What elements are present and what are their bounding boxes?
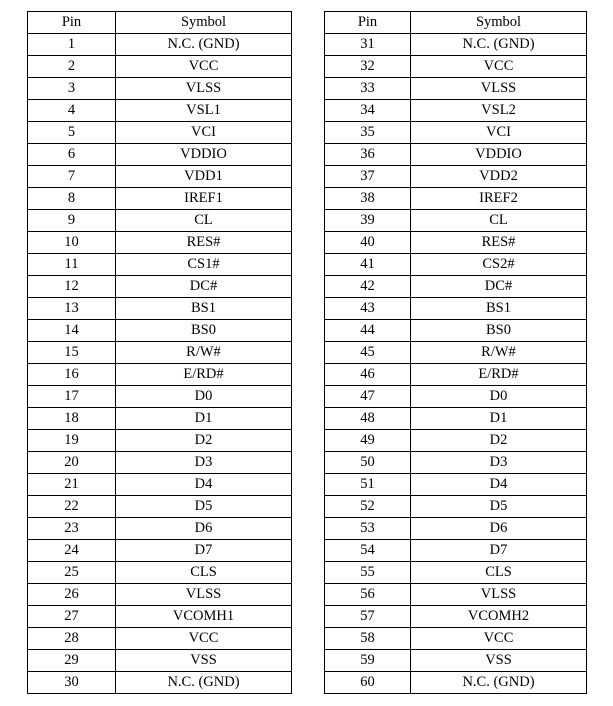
pin-symbol-cell: D3 <box>116 452 292 474</box>
table-row <box>28 408 292 430</box>
pin-symbol-cell: D7 <box>411 540 587 562</box>
table-row <box>325 408 587 430</box>
table-row <box>28 518 292 540</box>
pin-number-cell: 22 <box>28 496 116 518</box>
pin-symbol-cell: VLSS <box>411 584 587 606</box>
pin-symbol-cell: D0 <box>116 386 292 408</box>
pin-symbol-cell: E/RD# <box>116 364 292 386</box>
pin-symbol-cell: BS0 <box>116 320 292 342</box>
pin-number-cell: 7 <box>28 166 116 188</box>
table-row <box>325 276 587 298</box>
table-row <box>325 606 587 628</box>
pin-symbol-cell: D4 <box>116 474 292 496</box>
pin-symbol-cell: VDD2 <box>411 166 587 188</box>
pin-symbol-cell: N.C. (GND) <box>116 34 292 56</box>
pin-symbol-cell: D3 <box>411 452 587 474</box>
pin-symbol-cell: VCC <box>116 628 292 650</box>
pin-symbol-cell: VSL2 <box>411 100 587 122</box>
pin-symbol-cell: VCC <box>411 628 587 650</box>
pin-symbol-cell: CL <box>411 210 587 232</box>
pin-number-cell: 42 <box>325 276 411 298</box>
pin-number-cell: 48 <box>325 408 411 430</box>
pin-number-cell: 17 <box>28 386 116 408</box>
pin-number-cell: 25 <box>28 562 116 584</box>
table-row <box>28 210 292 232</box>
table-row <box>325 298 587 320</box>
pin-table-right-body <box>325 34 587 694</box>
table-row <box>28 628 292 650</box>
pin-symbol-cell: BS1 <box>116 298 292 320</box>
table-row <box>325 562 587 584</box>
pin-symbol-cell: VDDIO <box>411 144 587 166</box>
pin-number-cell: 58 <box>325 628 411 650</box>
pin-symbol-cell: VDDIO <box>116 144 292 166</box>
pin-number-cell: 47 <box>325 386 411 408</box>
pin-symbol-cell: VSS <box>116 650 292 672</box>
table-row <box>28 232 292 254</box>
table-row <box>325 496 587 518</box>
pin-symbol-cell: CLS <box>116 562 292 584</box>
table-row <box>325 342 587 364</box>
pin-number-cell: 38 <box>325 188 411 210</box>
pin-number-cell: 21 <box>28 474 116 496</box>
pin-symbol-cell: N.C. (GND) <box>411 672 587 694</box>
table-row <box>28 342 292 364</box>
pin-symbol-cell: DC# <box>411 276 587 298</box>
table-row <box>325 672 587 694</box>
table-row <box>28 650 292 672</box>
pin-table-left <box>27 11 292 694</box>
table-row <box>28 364 292 386</box>
table-row <box>28 254 292 276</box>
pin-symbol-cell: RES# <box>411 232 587 254</box>
pin-symbol-cell: VSS <box>411 650 587 672</box>
pin-symbol-cell: D2 <box>411 430 587 452</box>
pin-number-cell: 57 <box>325 606 411 628</box>
pin-number-cell: 37 <box>325 166 411 188</box>
pin-number-cell: 28 <box>28 628 116 650</box>
pin-number-cell: 23 <box>28 518 116 540</box>
pin-number-cell: 24 <box>28 540 116 562</box>
pin-number-cell: 26 <box>28 584 116 606</box>
pin-symbol-cell: VSL1 <box>116 100 292 122</box>
pin-number-cell: 36 <box>325 144 411 166</box>
table-row <box>325 188 587 210</box>
pin-symbol-cell: N.C. (GND) <box>116 672 292 694</box>
pin-number-cell: 49 <box>325 430 411 452</box>
table-row <box>28 474 292 496</box>
table-row <box>28 430 292 452</box>
table-row <box>28 298 292 320</box>
pin-table-left-body <box>28 34 292 694</box>
pin-symbol-cell: BS1 <box>411 298 587 320</box>
pin-symbol-cell: N.C. (GND) <box>411 34 587 56</box>
symbol-column-header: Symbol <box>116 12 292 34</box>
table-row <box>28 144 292 166</box>
pin-symbol-cell: D5 <box>411 496 587 518</box>
pin-symbol-cell: E/RD# <box>411 364 587 386</box>
pin-table-right <box>324 11 587 694</box>
table-row <box>325 650 587 672</box>
pin-number-cell: 10 <box>28 232 116 254</box>
pin-number-cell: 41 <box>325 254 411 276</box>
table-row <box>325 518 587 540</box>
pin-number-cell: 59 <box>325 650 411 672</box>
table-row <box>325 254 587 276</box>
pin-number-cell: 34 <box>325 100 411 122</box>
pin-number-cell: 8 <box>28 188 116 210</box>
table-row <box>325 210 587 232</box>
pin-number-cell: 43 <box>325 298 411 320</box>
pin-symbol-cell: R/W# <box>116 342 292 364</box>
pin-number-cell: 45 <box>325 342 411 364</box>
pin-symbol-cell: VLSS <box>116 78 292 100</box>
pin-column-header: Pin <box>28 12 116 34</box>
pin-column-header: Pin <box>325 12 411 34</box>
pin-number-cell: 35 <box>325 122 411 144</box>
pin-number-cell: 52 <box>325 496 411 518</box>
pin-number-cell: 51 <box>325 474 411 496</box>
pin-symbol-cell: BS0 <box>411 320 587 342</box>
table-row <box>28 320 292 342</box>
pin-number-cell: 40 <box>325 232 411 254</box>
pin-number-cell: 39 <box>325 210 411 232</box>
table-header-row <box>325 12 587 34</box>
table-row <box>28 452 292 474</box>
pin-number-cell: 54 <box>325 540 411 562</box>
table-row <box>28 122 292 144</box>
table-row <box>325 386 587 408</box>
pin-symbol-cell: VCOMH2 <box>411 606 587 628</box>
table-row <box>28 100 292 122</box>
pin-number-cell: 29 <box>28 650 116 672</box>
table-row <box>325 452 587 474</box>
pin-number-cell: 19 <box>28 430 116 452</box>
pin-symbol-cell: VLSS <box>116 584 292 606</box>
table-row <box>325 144 587 166</box>
pin-symbol-cell: CLS <box>411 562 587 584</box>
pin-number-cell: 55 <box>325 562 411 584</box>
pin-number-cell: 12 <box>28 276 116 298</box>
pin-number-cell: 60 <box>325 672 411 694</box>
pin-number-cell: 27 <box>28 606 116 628</box>
pin-number-cell: 33 <box>325 78 411 100</box>
pin-number-cell: 32 <box>325 56 411 78</box>
table-row <box>28 78 292 100</box>
pin-symbol-cell: CL <box>116 210 292 232</box>
pin-symbol-cell: VCC <box>411 56 587 78</box>
pin-symbol-cell: D6 <box>411 518 587 540</box>
table-row <box>28 584 292 606</box>
pin-number-cell: 16 <box>28 364 116 386</box>
pin-symbol-cell: D4 <box>411 474 587 496</box>
pin-number-cell: 46 <box>325 364 411 386</box>
pin-number-cell: 20 <box>28 452 116 474</box>
pin-symbol-cell: D1 <box>116 408 292 430</box>
table-row <box>325 232 587 254</box>
table-row <box>325 430 587 452</box>
table-row <box>28 606 292 628</box>
table-row <box>28 540 292 562</box>
table-row <box>325 584 587 606</box>
pin-symbol-cell: D2 <box>116 430 292 452</box>
pin-number-cell: 18 <box>28 408 116 430</box>
pin-number-cell: 4 <box>28 100 116 122</box>
pin-symbol-cell: R/W# <box>411 342 587 364</box>
table-row <box>325 166 587 188</box>
table-row <box>325 34 587 56</box>
pin-symbol-cell: VCI <box>411 122 587 144</box>
table-row <box>28 386 292 408</box>
pin-number-cell: 1 <box>28 34 116 56</box>
pin-number-cell: 44 <box>325 320 411 342</box>
pin-symbol-cell: D5 <box>116 496 292 518</box>
pin-number-cell: 3 <box>28 78 116 100</box>
table-row <box>28 496 292 518</box>
pin-number-cell: 53 <box>325 518 411 540</box>
table-row <box>325 540 587 562</box>
pin-number-cell: 15 <box>28 342 116 364</box>
table-row <box>28 34 292 56</box>
table-row <box>28 276 292 298</box>
pin-number-cell: 50 <box>325 452 411 474</box>
table-row <box>28 562 292 584</box>
pin-symbol-cell: IREF2 <box>411 188 587 210</box>
table-row <box>28 56 292 78</box>
table-row <box>28 672 292 694</box>
pin-number-cell: 6 <box>28 144 116 166</box>
table-row <box>325 56 587 78</box>
table-row <box>325 628 587 650</box>
pin-symbol-cell: CS1# <box>116 254 292 276</box>
pin-symbol-cell: VLSS <box>411 78 587 100</box>
table-row <box>325 78 587 100</box>
pin-number-cell: 30 <box>28 672 116 694</box>
pin-symbol-cell: RES# <box>116 232 292 254</box>
symbol-column-header: Symbol <box>411 12 587 34</box>
pin-symbol-cell: D7 <box>116 540 292 562</box>
pin-symbol-cell: VCOMH1 <box>116 606 292 628</box>
table-row <box>28 166 292 188</box>
table-row <box>325 100 587 122</box>
pin-number-cell: 11 <box>28 254 116 276</box>
pin-symbol-cell: CS2# <box>411 254 587 276</box>
pin-symbol-cell: VCI <box>116 122 292 144</box>
pin-symbol-cell: VDD1 <box>116 166 292 188</box>
pin-number-cell: 9 <box>28 210 116 232</box>
table-row <box>325 364 587 386</box>
pin-symbol-cell: D6 <box>116 518 292 540</box>
pin-symbol-cell: VCC <box>116 56 292 78</box>
pin-number-cell: 14 <box>28 320 116 342</box>
table-row <box>28 188 292 210</box>
pin-number-cell: 56 <box>325 584 411 606</box>
pin-number-cell: 13 <box>28 298 116 320</box>
pin-number-cell: 5 <box>28 122 116 144</box>
pin-number-cell: 31 <box>325 34 411 56</box>
table-row <box>325 474 587 496</box>
pin-number-cell: 2 <box>28 56 116 78</box>
table-row <box>325 320 587 342</box>
pin-symbol-cell: D0 <box>411 386 587 408</box>
pin-symbol-cell: DC# <box>116 276 292 298</box>
table-row <box>325 122 587 144</box>
pin-symbol-cell: D1 <box>411 408 587 430</box>
table-header-row <box>28 12 292 34</box>
pin-symbol-cell: IREF1 <box>116 188 292 210</box>
